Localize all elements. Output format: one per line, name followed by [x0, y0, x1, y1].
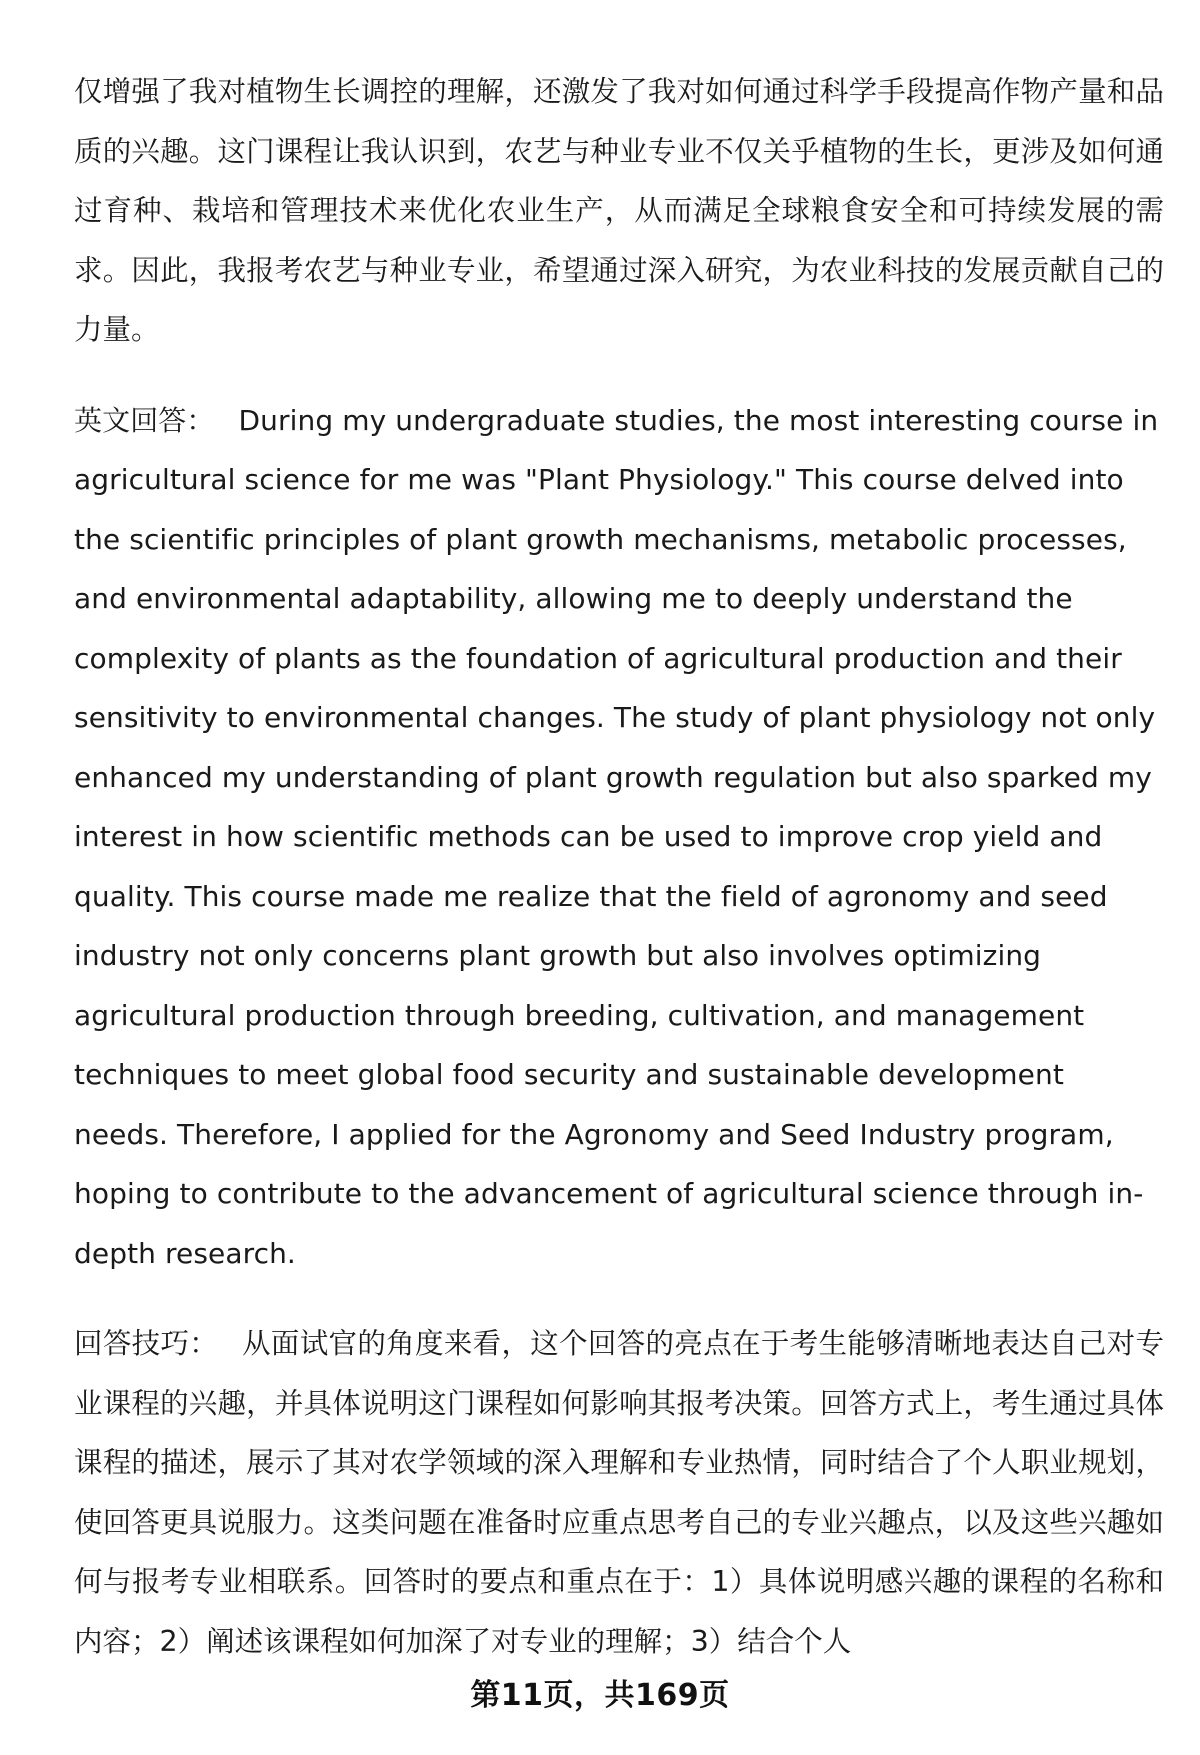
answer-tips-text: 从面试官的角度来看，这个回答的亮点在于考生能够清晰地表达自己对专业课程的兴趣，并具体说明这门课程如何影响其报考决策。回答方式上，考生通过具体课程的描述，展示了其对农学领域的深入理解和专业热情，同时结合了个人职业规划，使回答更具说服力。这类问题在准备时应重点思考自己的专业兴趣点，以及这些兴趣如何与报考专业相联系。回答时的要点和重点在于：1）具体说明感兴趣的课程的名称和内容；2）阐述该课程如何加深了对专业的理解；3）结合个人 — [74, 1327, 1164, 1658]
english-answer-label: 英文回答： — [74, 403, 215, 437]
paragraph-english-answer — [74, 391, 1164, 1284]
page-number-footer: 第11页，共169页 — [470, 1678, 730, 1713]
paragraph-text: 仅增强了我对植物生长调控的理解，还激发了我对如何通过科学手段提高作物产量和品质的兴趣。这门课程让我认识到，农艺与种业专业不仅关乎植物的生长，更涉及如何通过育种、栽培和管理技术来优化农业生产，从而满足全球粮食安全和可持续发展的需求。因此，我报考农艺与种业专业，希望通过深入研究，为农业科技的发展贡献自己的力量。 — [74, 75, 1164, 346]
paragraph-spacer — [74, 360, 1164, 391]
answer-tips-label: 回答技巧： — [74, 1327, 219, 1360]
paragraph-chinese-continuation — [74, 62, 1164, 360]
document-page — [74, 62, 1164, 1671]
paragraph-spacer — [74, 1283, 1164, 1314]
paragraph-answer-tips — [74, 1314, 1164, 1671]
english-answer-text: During my undergraduate studies, the most interesting course in agricultural science for me was "Plant Physiology." This course delved into the scientific principles of plant growth mechanisms, metabolic processes, and environmental adaptability, allowing me to deeply understand the complexity of plants as the foundation of agricultural production and their sensitivity to environmental changes. The study of plant physiology not only enhanced my understanding of plant growth regulation but also sparked my interest in how scientific methods can be used to improve crop yield and quality. This course made me realize that the field of agronomy and seed industry not only concerns plant growth but also involves optimizing agricultural production through breeding, cultivation, and management techniques to meet global food security and sustainable development needs. Therefore, I applied for the Agronomy and Seed Industry program, hoping to contribute to the advancement of agricultural science through in-depth research. — [74, 403, 1159, 1270]
